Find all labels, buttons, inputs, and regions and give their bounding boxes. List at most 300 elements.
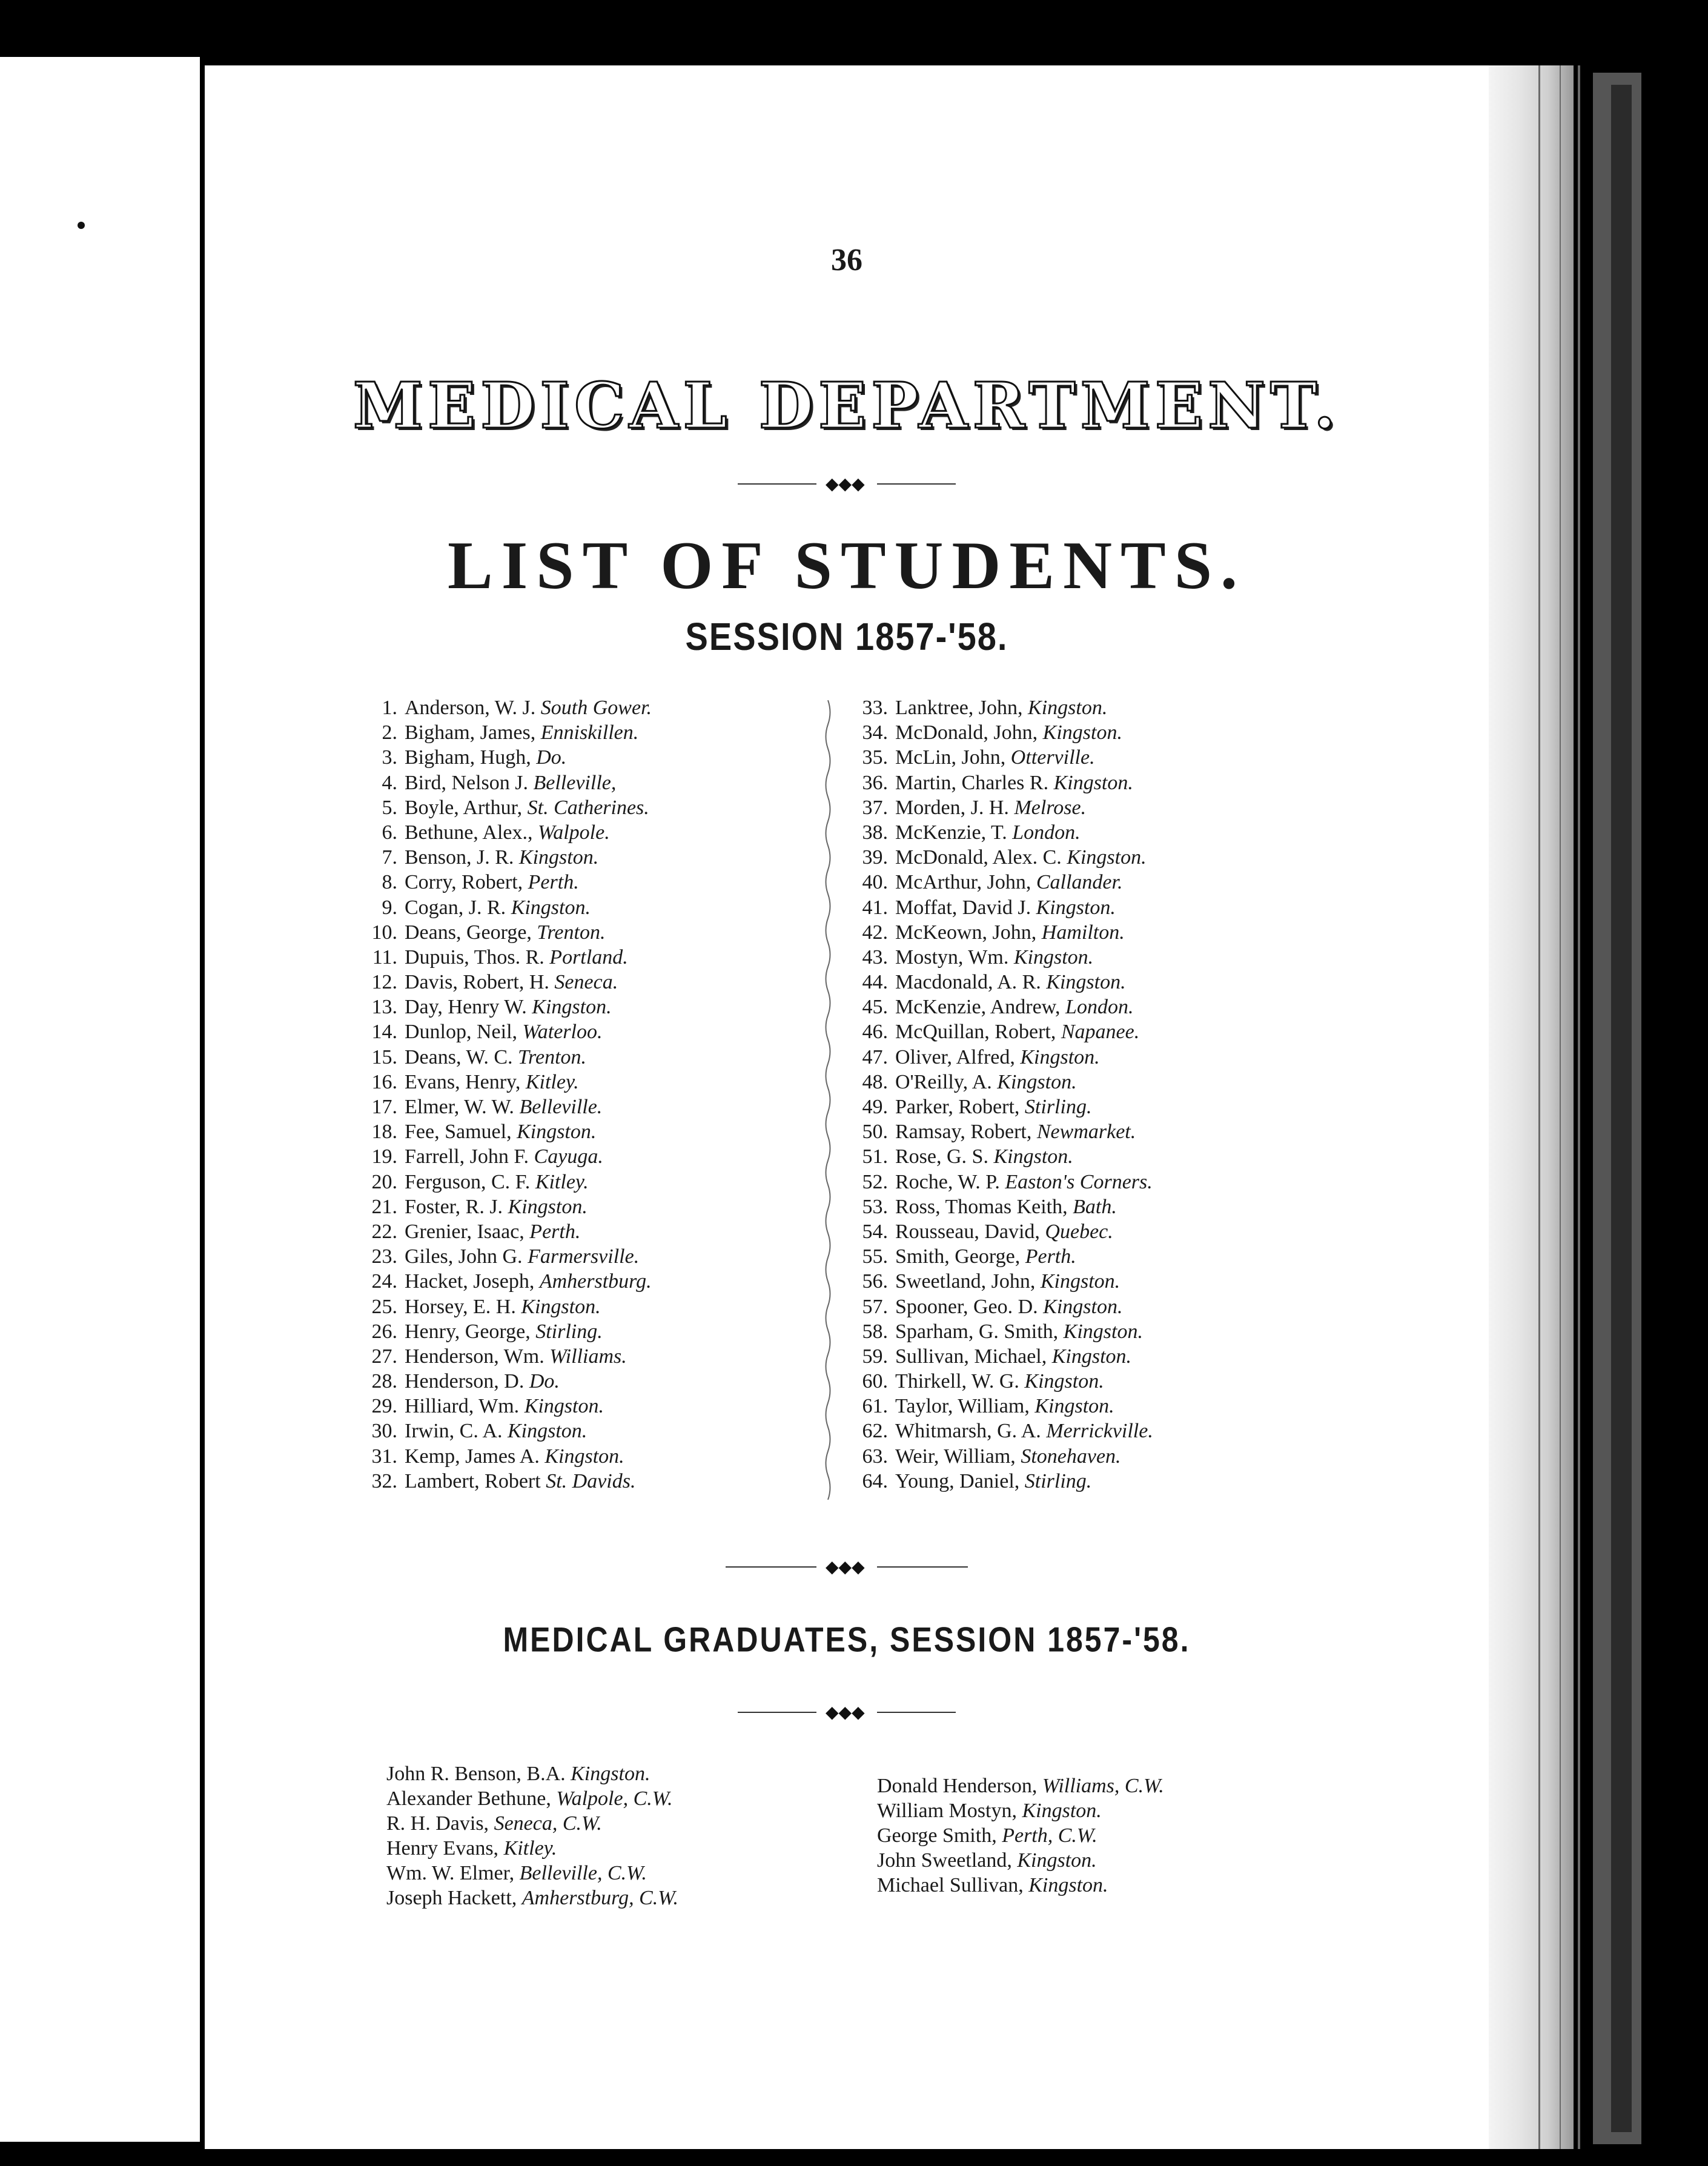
graduate-place: Perth, C.W.: [1002, 1824, 1097, 1847]
student-name: Parker, Robert,: [895, 1096, 1020, 1118]
student-name: Dunlop, Neil,: [405, 1021, 518, 1044]
student-number: 63.: [862, 1445, 888, 1468]
student-place: Belleville,: [533, 771, 617, 794]
graduate-place: Amherstburg, C.W.: [521, 1887, 678, 1909]
student-place: Kingston.: [1053, 771, 1133, 794]
student-place: Cayuga.: [534, 1145, 603, 1168]
student-entry: [350, 1170, 652, 1194]
student-name: Farrell, John F.: [405, 1145, 529, 1168]
student-name: Benson, J. R.: [405, 846, 514, 869]
student-number: 50.: [862, 1121, 888, 1144]
graduate-place: Belleville, C.W.: [519, 1862, 647, 1884]
student-place: Kingston.: [1063, 1320, 1143, 1343]
student-entry: [841, 1095, 1153, 1119]
student-entry: [350, 1045, 652, 1070]
student-number: 36.: [862, 771, 888, 794]
student-entry: [350, 845, 652, 870]
student-number: 26.: [371, 1320, 397, 1343]
student-place: Hamilton.: [1041, 921, 1125, 944]
student-entry: [350, 970, 652, 995]
student-name: Giles, John G.: [405, 1245, 523, 1268]
student-place: Stirling.: [1024, 1469, 1092, 1492]
student-place: Napanee.: [1061, 1021, 1140, 1044]
student-number: 52.: [862, 1170, 888, 1193]
student-name: McQuillan, Robert,: [895, 1021, 1056, 1044]
student-place: Perth.: [1025, 1245, 1076, 1268]
ornament-divider: [738, 475, 956, 494]
graduate-place: Walpole, C.W.: [556, 1787, 673, 1810]
graduate-name: Michael Sullivan,: [877, 1874, 1024, 1896]
student-name: Martin, Charles R.: [895, 771, 1049, 794]
student-entry: [841, 970, 1153, 995]
student-name: Anderson, W. J.: [405, 697, 536, 719]
book-cover-edge-dark: [1611, 85, 1632, 2132]
student-entry: [841, 1394, 1153, 1419]
student-place: Belleville.: [519, 1096, 603, 1118]
student-name: Roche, W. P.: [895, 1170, 1000, 1193]
student-place: Seneca.: [554, 971, 618, 994]
student-entry: [350, 1419, 652, 1443]
student-number: 28.: [371, 1370, 397, 1393]
student-place: Kingston.: [997, 1070, 1077, 1093]
student-name: Irwin, C. A.: [405, 1420, 503, 1443]
student-place: Kingston.: [508, 1195, 588, 1218]
student-entry: [350, 1444, 652, 1469]
student-place: South Gower.: [540, 697, 652, 719]
student-name: Sparham, G. Smith,: [895, 1320, 1059, 1343]
student-name: Corry, Robert,: [405, 871, 523, 894]
student-place: Stirling.: [535, 1320, 603, 1343]
graduate-name: John Sweetland,: [877, 1849, 1012, 1872]
student-name: Hilliard, Wm.: [405, 1395, 520, 1418]
student-number: 48.: [862, 1070, 888, 1093]
student-place: Stonehaven.: [1021, 1445, 1121, 1468]
student-name: Bigham, Hugh,: [405, 746, 531, 769]
student-number: 19.: [371, 1145, 397, 1168]
student-place: Portland.: [549, 946, 628, 969]
department-heading: MEDICAL DEPARTMENT.: [353, 368, 1341, 443]
student-place: Do.: [536, 746, 567, 769]
student-entry: [350, 1144, 652, 1169]
student-number: 25.: [371, 1295, 397, 1318]
student-place: Waterloo.: [522, 1021, 603, 1044]
student-number: 2.: [382, 721, 397, 744]
student-entry: [841, 1119, 1153, 1144]
student-entry: [841, 1319, 1153, 1344]
student-entry: [841, 1269, 1153, 1294]
student-place: Stirling.: [1024, 1096, 1092, 1118]
student-name: McLin, John,: [895, 746, 1006, 769]
student-entry: [350, 745, 652, 770]
student-entry: [841, 870, 1153, 895]
student-place: Bath.: [1073, 1195, 1117, 1218]
student-number: 9.: [382, 896, 397, 919]
student-name: Oliver, Alfred,: [895, 1045, 1015, 1068]
student-place: Callander.: [1036, 871, 1123, 894]
student-name: Mostyn, Wm.: [895, 946, 1009, 969]
graduate-place: Kitley.: [503, 1837, 557, 1860]
student-name: McDonald, Alex. C.: [895, 846, 1062, 869]
student-place: Kingston.: [545, 1445, 624, 1468]
student-place: Perth.: [529, 1220, 581, 1243]
student-number: 16.: [371, 1070, 397, 1093]
student-place: Perth.: [528, 871, 579, 894]
student-place: Kingston.: [532, 996, 612, 1019]
student-name: Moffat, David J.: [895, 896, 1031, 919]
student-entry: [841, 1344, 1153, 1369]
student-place: Quebec.: [1045, 1220, 1113, 1243]
graduate-name: R. H. Davis,: [386, 1812, 489, 1835]
student-name: Lambert, Robert: [405, 1469, 541, 1492]
ornament: ◆◆◆: [826, 1703, 865, 1722]
student-number: 54.: [862, 1220, 888, 1243]
student-name: McKenzie, T.: [895, 821, 1007, 844]
student-number: 43.: [862, 946, 888, 969]
student-name: Ramsay, Robert,: [895, 1121, 1032, 1144]
student-entry: [350, 770, 652, 795]
student-place: Kingston.: [1013, 946, 1094, 969]
student-name: Weir, William,: [895, 1445, 1016, 1468]
student-entry: [350, 695, 652, 720]
student-place: London.: [1012, 821, 1081, 844]
student-name: Kemp, James A.: [405, 1445, 540, 1468]
list-title: LIST OF STUDENTS.: [448, 528, 1246, 603]
student-name: Sweetland, John,: [895, 1270, 1036, 1293]
graduate-name: Alexander Bethune,: [386, 1787, 551, 1810]
student-entry: [841, 1419, 1153, 1443]
student-number: 21.: [371, 1195, 397, 1218]
student-name: Rose, G. S.: [895, 1145, 988, 1168]
student-number: 30.: [371, 1420, 397, 1443]
student-name: Spooner, Geo. D.: [895, 1295, 1038, 1318]
column-divider-brace: [823, 700, 833, 1500]
graduate-place: Seneca, C.W.: [494, 1812, 602, 1835]
student-number: 53.: [862, 1195, 888, 1218]
graduates-column-right: [877, 1774, 1164, 1898]
student-entry: [350, 1269, 652, 1294]
student-number: 38.: [862, 821, 888, 844]
student-place: London.: [1065, 996, 1134, 1019]
student-number: 12.: [371, 971, 397, 994]
student-number: 27.: [371, 1345, 397, 1368]
graduate-place: Kingston.: [1028, 1874, 1108, 1896]
student-entry: [841, 1170, 1153, 1194]
student-place: Amherstburg.: [539, 1270, 652, 1293]
student-entry: [350, 1394, 652, 1419]
student-place: Kitley.: [535, 1170, 589, 1193]
graduate-place: Kingston.: [1017, 1849, 1097, 1872]
student-name: Hacket, Joseph,: [405, 1270, 535, 1293]
student-name: Sullivan, Michael,: [895, 1345, 1047, 1368]
student-place: Kingston.: [524, 1395, 604, 1418]
student-place: Kingston.: [518, 846, 599, 869]
student-number: 14.: [371, 1021, 397, 1044]
student-entry: [841, 1444, 1153, 1469]
student-number: 34.: [862, 721, 888, 744]
student-name: Day, Henry W.: [405, 996, 527, 1019]
student-number: 51.: [862, 1145, 888, 1168]
graduate-place: Kingston.: [571, 1763, 650, 1785]
student-number: 7.: [382, 846, 397, 869]
students-column-right: [841, 695, 1153, 1494]
student-number: 46.: [862, 1021, 888, 1044]
graduate-name: John R. Benson, B.A.: [386, 1763, 566, 1785]
student-number: 55.: [862, 1245, 888, 1268]
student-place: Kingston.: [1046, 971, 1126, 994]
student-place: Newmarket.: [1036, 1121, 1136, 1144]
student-place: Kingston.: [511, 896, 591, 919]
student-name: McArthur, John,: [895, 871, 1031, 894]
student-number: 64.: [862, 1469, 888, 1492]
student-name: Bethune, Alex.,: [405, 821, 533, 844]
student-entry: [350, 995, 652, 1019]
session-heading: SESSION 1857-'58.: [685, 614, 1008, 658]
student-entry: [841, 1070, 1153, 1095]
student-name: Horsey, E. H.: [405, 1295, 516, 1318]
student-number: 57.: [862, 1295, 888, 1318]
graduate-name: Henry Evans,: [386, 1837, 499, 1860]
student-name: Bigham, James,: [405, 721, 536, 744]
student-entry: [841, 1469, 1153, 1494]
student-entry: [350, 1219, 652, 1244]
student-number: 20.: [371, 1170, 397, 1193]
student-number: 18.: [371, 1121, 397, 1144]
student-number: 13.: [371, 996, 397, 1019]
student-place: St. Catherines.: [527, 796, 649, 819]
student-entry: [841, 1019, 1153, 1044]
student-entry: [841, 1194, 1153, 1219]
graduate-entry: [386, 1836, 678, 1861]
student-name: Morden, J. H.: [895, 796, 1009, 819]
student-place: Kingston.: [1020, 1045, 1100, 1068]
student-place: Kingston.: [517, 1121, 597, 1144]
graduate-place: Williams, C.W.: [1042, 1775, 1164, 1797]
student-name: Thirkell, W. G.: [895, 1370, 1019, 1393]
graduate-name: Donald Henderson,: [877, 1775, 1038, 1797]
student-entry: [350, 1070, 652, 1095]
student-place: Merrickville.: [1046, 1420, 1153, 1443]
student-number: 39.: [862, 846, 888, 869]
student-name: Henry, George,: [405, 1320, 531, 1343]
student-place: Kingston.: [993, 1145, 1073, 1168]
student-name: Lanktree, John,: [895, 697, 1023, 719]
graduate-name: Joseph Hackett,: [386, 1887, 517, 1909]
student-place: St. Davids.: [546, 1469, 636, 1492]
student-entry: [350, 795, 652, 820]
graduate-entry: [877, 1823, 1164, 1848]
ornament: ◆◆◆: [826, 1558, 865, 1577]
graduate-entry: [877, 1848, 1164, 1873]
student-entry: [841, 695, 1153, 720]
student-entry: [841, 1144, 1153, 1169]
student-entry: [841, 820, 1153, 845]
graduate-entry: [386, 1811, 678, 1836]
student-place: Kingston.: [1042, 721, 1122, 744]
student-number: 4.: [382, 771, 397, 794]
graduate-name: Wm. W. Elmer,: [386, 1862, 515, 1884]
student-name: O'Reilly, A.: [895, 1070, 992, 1093]
student-entry: [841, 1244, 1153, 1269]
student-place: Kingston.: [521, 1295, 601, 1318]
student-number: 62.: [862, 1420, 888, 1443]
student-place: Trenton.: [518, 1045, 587, 1068]
student-entry: [350, 1019, 652, 1044]
student-entry: [350, 1369, 652, 1394]
student-entry: [350, 1194, 652, 1219]
student-number: 8.: [382, 871, 397, 894]
student-number: 15.: [371, 1045, 397, 1068]
student-number: 11.: [372, 946, 397, 969]
graduates-heading: MEDICAL GRADUATES, SESSION 1857-'58.: [503, 1620, 1191, 1660]
student-name: Macdonald, A. R.: [895, 971, 1041, 994]
student-number: 41.: [862, 896, 888, 919]
student-number: 5.: [382, 796, 397, 819]
graduate-entry: [877, 1798, 1164, 1823]
student-name: Boyle, Arthur,: [405, 796, 523, 819]
page-edge-line: [1560, 65, 1561, 2149]
graduate-entry: [877, 1774, 1164, 1798]
student-place: Kitley.: [525, 1070, 579, 1093]
document-page: [205, 65, 1489, 2149]
student-number: 60.: [862, 1370, 888, 1393]
student-name: Dupuis, Thos. R.: [405, 946, 545, 969]
student-entry: [350, 820, 652, 845]
student-number: 6.: [382, 821, 397, 844]
student-number: 31.: [371, 1445, 397, 1468]
student-name: Rousseau, David,: [895, 1220, 1040, 1243]
student-number: 33.: [862, 697, 888, 719]
student-entry: [350, 1294, 652, 1319]
student-name: Cogan, J. R.: [405, 896, 506, 919]
student-name: Deans, W. C.: [405, 1045, 513, 1068]
ornament-divider: [738, 1703, 956, 1722]
student-entry: [841, 845, 1153, 870]
graduate-name: William Mostyn,: [877, 1800, 1017, 1822]
student-name: Evans, Henry,: [405, 1070, 521, 1093]
student-name: Ross, Thomas Keith,: [895, 1195, 1068, 1218]
graduate-entry: [386, 1761, 678, 1786]
graduate-entry: [386, 1886, 678, 1910]
student-entry: [350, 1319, 652, 1344]
student-name: McDonald, John,: [895, 721, 1038, 744]
graduate-entry: [386, 1861, 678, 1886]
student-entry: [350, 1469, 652, 1494]
student-number: 22.: [371, 1220, 397, 1243]
ornament-divider: [726, 1558, 968, 1577]
student-place: Melrose.: [1014, 796, 1087, 819]
student-name: Whitmarsh, G. A.: [895, 1420, 1041, 1443]
student-entry: [841, 1045, 1153, 1070]
student-number: 29.: [371, 1395, 397, 1418]
student-number: 61.: [862, 1395, 888, 1418]
student-number: 37.: [862, 796, 888, 819]
student-place: Kingston.: [1043, 1295, 1123, 1318]
page-edges: [1489, 65, 1574, 2149]
student-name: Grenier, Isaac,: [405, 1220, 525, 1243]
student-entry: [350, 895, 652, 920]
student-number: 23.: [371, 1245, 397, 1268]
student-entry: [841, 1294, 1153, 1319]
student-entry: [350, 945, 652, 970]
student-entry: [841, 770, 1153, 795]
page-edge-line: [1578, 65, 1580, 2149]
student-entry: [841, 1219, 1153, 1244]
student-entry: [350, 920, 652, 945]
student-place: Trenton.: [537, 921, 606, 944]
student-place: Kingston.: [1024, 1370, 1104, 1393]
student-place: Williams.: [549, 1345, 627, 1368]
graduate-entry: [877, 1873, 1164, 1898]
student-entry: [350, 870, 652, 895]
student-place: Kingston.: [1034, 1395, 1114, 1418]
student-entry: [350, 1095, 652, 1119]
ornament: ◆◆◆: [826, 475, 865, 494]
student-name: Taylor, William,: [895, 1395, 1030, 1418]
student-name: Fee, Samuel,: [405, 1121, 512, 1144]
student-number: 10.: [371, 921, 397, 944]
student-place: Kingston.: [508, 1420, 588, 1443]
facing-page: [0, 57, 200, 2142]
student-name: Bird, Nelson J.: [405, 771, 528, 794]
student-entry: [350, 1244, 652, 1269]
student-number: 35.: [862, 746, 888, 769]
graduate-name: George Smith,: [877, 1824, 997, 1847]
student-name: McKenzie, Andrew,: [895, 996, 1061, 1019]
student-name: Young, Daniel,: [895, 1469, 1020, 1492]
page-edge-line: [1538, 65, 1540, 2149]
student-entry: [350, 1344, 652, 1369]
student-number: 17.: [371, 1096, 397, 1118]
student-name: McKeown, John,: [895, 921, 1037, 944]
student-name: Foster, R. J.: [405, 1195, 503, 1218]
student-name: Deans, George,: [405, 921, 532, 944]
student-entry: [350, 1119, 652, 1144]
student-name: Henderson, D.: [405, 1370, 525, 1393]
student-number: 47.: [862, 1045, 888, 1068]
graduates-column-left: [386, 1761, 678, 1910]
student-entry: [350, 720, 652, 745]
student-entry: [841, 795, 1153, 820]
student-place: Farmersville.: [528, 1245, 640, 1268]
student-entry: [841, 945, 1153, 970]
student-place: Kingston.: [1067, 846, 1147, 869]
student-number: 3.: [382, 746, 397, 769]
student-name: Smith, George,: [895, 1245, 1021, 1268]
student-place: Easton's Corners.: [1005, 1170, 1153, 1193]
student-number: 56.: [862, 1270, 888, 1293]
student-name: Elmer, W. W.: [405, 1096, 514, 1118]
student-entry: [841, 1369, 1153, 1394]
student-place: Do.: [529, 1370, 560, 1393]
student-entry: [841, 895, 1153, 920]
student-number: 40.: [862, 871, 888, 894]
student-place: Kingston.: [1036, 896, 1116, 919]
student-number: 42.: [862, 921, 888, 944]
ink-dot: [78, 222, 85, 229]
graduate-place: Kingston.: [1022, 1800, 1102, 1822]
student-entry: [841, 745, 1153, 770]
student-number: 1.: [382, 697, 397, 719]
student-entry: [841, 720, 1153, 745]
student-name: Davis, Robert, H.: [405, 971, 549, 994]
student-number: 44.: [862, 971, 888, 994]
student-number: 45.: [862, 996, 888, 1019]
student-entry: [841, 920, 1153, 945]
student-place: Otterville.: [1010, 746, 1095, 769]
students-column-left: [350, 695, 652, 1494]
student-number: 24.: [371, 1270, 397, 1293]
student-place: Walpole.: [538, 821, 610, 844]
